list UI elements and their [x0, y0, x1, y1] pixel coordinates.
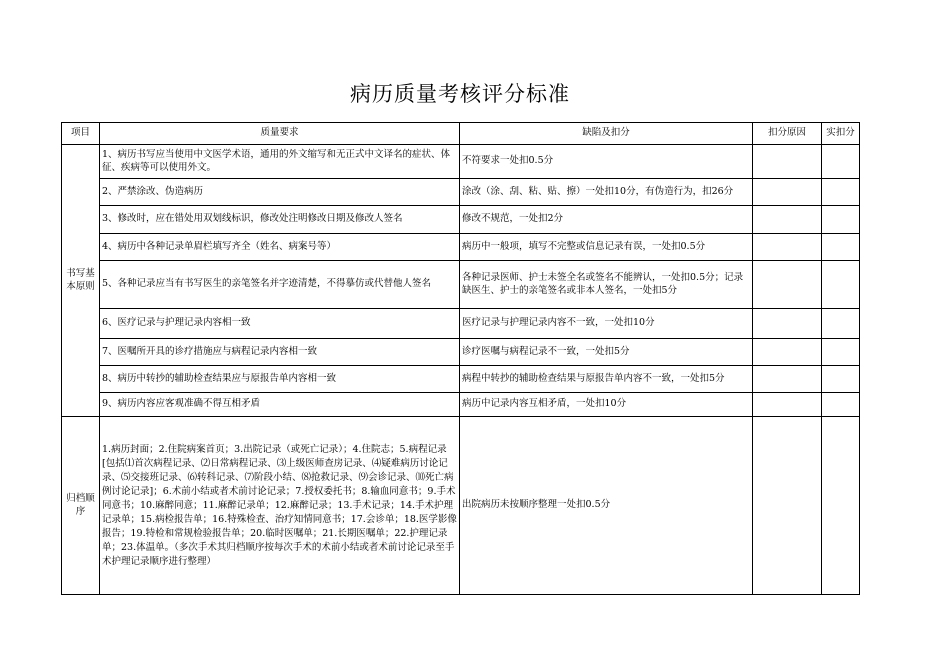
- page-title: 病历质量考核评分标准: [350, 82, 570, 106]
- defect-cell: 病历中一般项，填写不完整或信息记录有误，一处扣0.5分: [460, 234, 753, 261]
- reason-cell[interactable]: [753, 366, 822, 393]
- header-reason: 扣分原因: [753, 123, 822, 145]
- reason-cell[interactable]: [753, 261, 822, 309]
- header-defect: 缺陷及扣分: [460, 123, 753, 145]
- scoring-table: [61, 122, 860, 595]
- actual-score-cell[interactable]: [822, 393, 860, 417]
- actual-score-cell[interactable]: [822, 206, 860, 234]
- header-item: 项目: [62, 123, 100, 145]
- reason-cell[interactable]: [753, 309, 822, 339]
- reason-cell[interactable]: [753, 145, 822, 179]
- actual-score-cell[interactable]: [822, 339, 860, 366]
- defect-cell: 修改不规范，一处扣2分: [460, 206, 753, 234]
- reason-cell[interactable]: [753, 417, 822, 595]
- requirement-cell: 2、严禁涂改、伪造病历: [100, 179, 460, 206]
- requirement-cell: 7、医嘱所开具的诊疗措施应与病程记录内容相一致: [100, 339, 460, 366]
- requirement-cell: 1.病历封面；2.住院病案首页；3.出院记录（或死亡记录）；4.住院志；5.病程记录[包括⑴首次病程记录、⑵日常病程记录、⑶上级医师查房记录、⑷疑难病历讨论记录、⑸交接班记录、⑹转科记录、⑺阶段小结、⑻抢救记录、⑼会诊记录、⑽死亡病例讨论记录]；6.术前小结或者术前讨论记录；7.授权委托书；8.输血同意书；9.手术同意书；10.麻醉同意；11.麻醉记录单；12.麻醉记录；13.手术记录；14.手术护理记录单；15.病检报告单；16.特殊检查、治疗知情同意书；17.会诊单；18.医学影像报告；19.特检和常规检验报告单；20.临时医嘱单；21.长期医嘱单；22.护理记录单；23.体温单。（多次手术其归档顺序按每次手术的术前小结或者术前讨论记录至手术护理记录顺序进行整理）: [100, 417, 460, 595]
- header-requirement: 质量要求: [100, 123, 460, 145]
- defect-cell: 诊疗医嘱与病程记录不一致，一处扣5分: [460, 339, 753, 366]
- actual-score-cell[interactable]: [822, 261, 860, 309]
- defect-cell: 涂改（涂、刮、粘、贴、擦）一处扣10分，有伪造行为，扣26分: [460, 179, 753, 206]
- defect-cell: 不符要求一处扣0.5分: [460, 145, 753, 179]
- reason-cell[interactable]: [753, 179, 822, 206]
- category-cell: [62, 417, 100, 595]
- reason-cell[interactable]: [753, 234, 822, 261]
- requirement-cell: 6、医疗记录与护理记录内容相一致: [100, 309, 460, 339]
- table-row: [62, 309, 860, 339]
- table-row: [62, 145, 860, 179]
- requirement-cell: 4、病历中各种记录单眉栏填写齐全（姓名、病案号等）: [100, 234, 460, 261]
- requirement-cell: 9、病历内容应客观准确不得互相矛盾: [100, 393, 460, 417]
- defect-cell: 病历中记录内容互相矛盾，一处扣10分: [460, 393, 753, 417]
- defect-cell: 出院病历未按顺序整理一处扣0.5分: [460, 417, 753, 595]
- actual-score-cell[interactable]: [822, 309, 860, 339]
- header-row: [62, 123, 860, 145]
- actual-score-cell[interactable]: [822, 234, 860, 261]
- defect-cell: 病程中转抄的辅助检查结果与原报告单内容不一致，一处扣5分: [460, 366, 753, 393]
- category-label: 书写基本原则: [66, 268, 95, 292]
- table-row: [62, 339, 860, 366]
- table-row: [62, 393, 860, 417]
- table-row: [62, 366, 860, 393]
- table-row: [62, 179, 860, 206]
- reason-cell[interactable]: [753, 339, 822, 366]
- actual-score-cell[interactable]: [822, 417, 860, 595]
- requirement-cell: 8、病历中转抄的辅助检查结果应与原报告单内容相一致: [100, 366, 460, 393]
- requirement-cell: 1、病历书写应当使用中文医学术语，通用的外文缩写和无正式中文译名的症状、体征、疾病等可以使用外文。: [100, 145, 460, 179]
- actual-score-cell[interactable]: [822, 179, 860, 206]
- category-label: 归档顺序: [66, 493, 95, 517]
- table-row: [62, 261, 860, 309]
- requirement-cell: 5、各种记录应当有书写医生的亲笔签名并字迹清楚，不得摹仿或代替他人签名: [100, 261, 460, 309]
- requirement-cell: 3、修改时，应在错处用双划线标识，修改处注明修改日期及修改人签名: [100, 206, 460, 234]
- defect-cell: 各种记录医师、护士未签全名或签名不能辨认，一处扣0.5分；记录缺医生、护士的亲笔签名或非本人签名，一处扣5分: [460, 261, 753, 309]
- table-row: [62, 234, 860, 261]
- header-actual: 实扣分: [822, 123, 860, 145]
- defect-cell: 医疗记录与护理记录内容不一致，一处扣10分: [460, 309, 753, 339]
- actual-score-cell[interactable]: [822, 145, 860, 179]
- reason-cell[interactable]: [753, 393, 822, 417]
- table-row: [62, 206, 860, 234]
- category-cell: [62, 145, 100, 417]
- table-row: [62, 417, 860, 595]
- actual-score-cell[interactable]: [822, 366, 860, 393]
- reason-cell[interactable]: [753, 206, 822, 234]
